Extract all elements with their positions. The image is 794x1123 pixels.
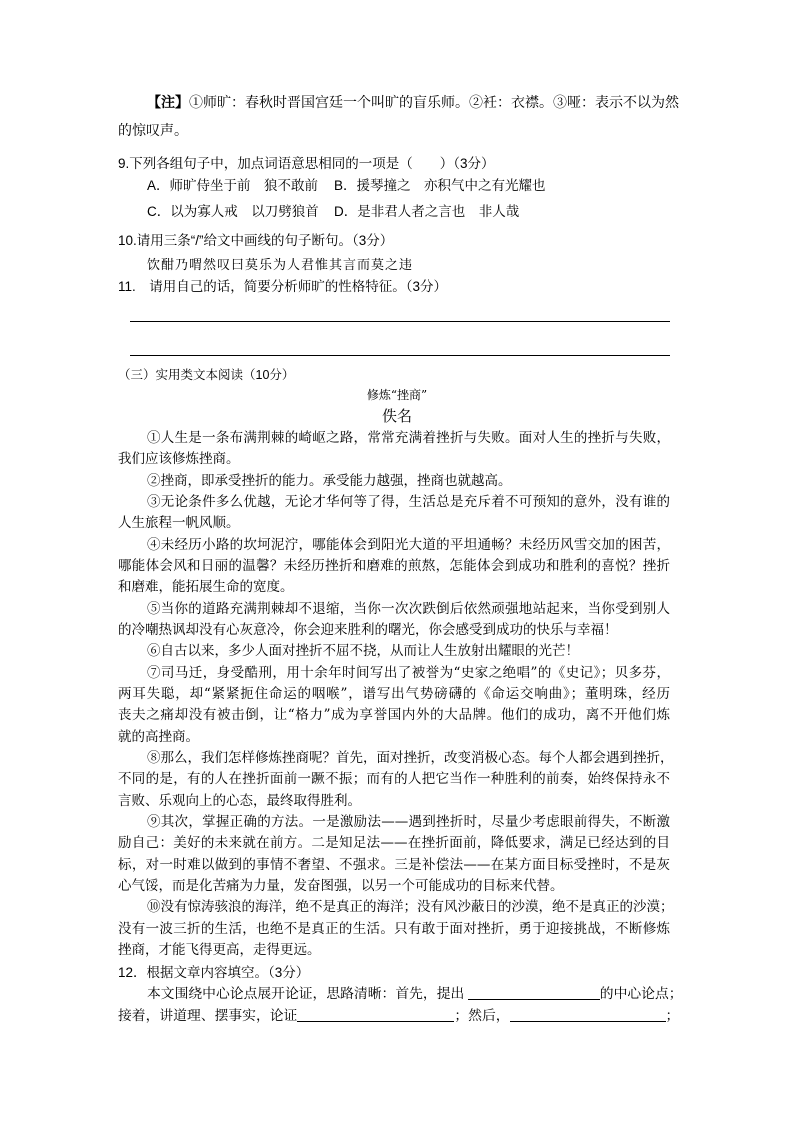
article-paragraph-6	[118, 641, 670, 662]
article-line: ③无论条件多么优越，无论才华何等了得，生活总是充斥着不可预知的意外，没有谁的	[147, 493, 670, 510]
option-b	[334, 176, 546, 196]
option-text: 援琴撞之 亦积气中之有光耀也	[356, 178, 546, 193]
question-10-stem: 10.请用三条“/”给文中画线的句子断句。（3分）	[118, 233, 394, 248]
article-line: 人生旅程一帆风顺。	[118, 515, 240, 532]
option-text: 以为寡人戒 以刀劈狼首	[170, 204, 319, 219]
article-line: ⑩没有惊涛骇浪的海洋，绝不是真正的海洋；没有风沙蔽日的沙漠，绝不是真正的沙漠；	[147, 899, 674, 916]
article-author: 佚名	[381, 407, 412, 425]
article-title: 修炼“挫商”	[366, 388, 428, 402]
article-line: ②挫商，即承受挫折的能力。承受能力越强，挫商也就越高。	[147, 472, 512, 489]
option-d	[334, 202, 519, 222]
article-line: 丧夫之痛却没有被击倒，让“格力”成为享誉国内外的大品牌。他们的成功，离不开他们炼	[118, 707, 670, 724]
option-label: D．	[334, 204, 358, 219]
option-text: 师旷侍坐于前 狼不敢前	[169, 178, 319, 193]
question-9-options-row-1	[147, 176, 546, 196]
option-text: 是非君人者之言也 非人哉	[357, 204, 520, 219]
article-line: ⑤当你的道路充满荆棘却不退缩，当你一次次跌倒后依然顽强地站起来，当你受到别人	[147, 600, 670, 617]
answer-line-2	[130, 355, 670, 356]
article-line: 心气馁，而是化苦痛为力量，发奋图强，以另一个可能成功的目标来代替。	[118, 877, 564, 894]
option-a	[147, 176, 334, 196]
article-line: ⑧那么，我们怎样修炼挫商呢？首先，面对挫折，改变消极心态。每个人都会遇到挫折，	[147, 749, 674, 766]
question-12-line-1	[147, 983, 683, 1004]
option-label: A．	[147, 178, 170, 193]
article-line: ⑥自古以来，多少人面对挫折不屈不挠，从而让人生放射出耀眼的光芒！	[147, 643, 579, 660]
question-12-stem: 12．根据文章内容填空。（3分）	[118, 965, 310, 980]
article-line: 标，对一时难以做到的事情不奢望、不强求。三是补偿法——在某方面目标受挫时，不是灰	[118, 856, 670, 873]
article-paragraph-7	[118, 663, 670, 748]
question-12-text: ；然后，	[454, 1008, 510, 1023]
article-paragraph-9	[118, 812, 670, 897]
article-line: 不同的是，有的人在挫折面前一蹶不振；而有的人把它当作一种胜利的前奏，始终保持永不	[118, 771, 670, 788]
option-label: B．	[334, 178, 357, 193]
article-body	[118, 428, 674, 961]
question-12-text: ；	[665, 1008, 680, 1023]
article-line: 两耳失聪，却“紧紧扼住命运的咽喉”，谱写出气势磅礴的《命运交响曲》；董明珠，经历	[118, 685, 670, 702]
option-label: C．	[147, 204, 171, 219]
article-paragraph-3	[118, 492, 670, 535]
article-paragraph-8	[118, 748, 674, 812]
article-paragraph-10	[118, 897, 674, 961]
article-line: 挫商，才能飞得更高，走得更远。	[118, 941, 321, 958]
question-10-sentence: 饮酣乃喟然叹曰莫乐为人君惟其言而莫之违	[147, 258, 414, 273]
article-line: 和磨难，能拓展生命的宽度。	[118, 579, 294, 596]
article-paragraph-1	[118, 428, 670, 471]
article-paragraph-5	[118, 599, 670, 642]
article-line: 我们应该修炼挫商。	[118, 451, 240, 468]
question-9-stem: 9.下列各组句子中，加点词语意思相同的一项是（ ）（3分）	[118, 156, 495, 171]
article-line: 言败、乐观向上的心态，最终取得胜利。	[118, 792, 361, 809]
option-c	[147, 202, 334, 222]
article-paragraph-2	[118, 471, 670, 492]
answer-blank-2	[297, 1007, 454, 1022]
article-line: 哪能体会风和日丽的温馨？未经历挫折和磨难的煎熬，怎能体会到成功和胜利的喜悦？挫折	[118, 557, 670, 574]
answer-blank-3	[510, 1007, 666, 1022]
answer-blank-1	[468, 985, 600, 1000]
question-12-line-2	[118, 1005, 679, 1026]
article-line: 的冷嘲热讽却没有心灰意冷，你会迎来胜利的曙光，你会感受到成功的快乐与幸福！	[118, 621, 618, 638]
notes-line-1	[147, 93, 679, 113]
article-line: 就的高挫商。	[118, 728, 199, 745]
notes-line-2: 的惊叹声。	[118, 123, 188, 139]
question-12-text: 的中心论点；	[599, 986, 683, 1001]
question-12-text: 本文围绕中心论点展开论证，思路清晰：首先，提出	[147, 986, 465, 1001]
article-line: 没有一波三折的生活，也绝不是真正的生活。只有敢于面对挫折，勇于迎接挑战，不断修炼	[118, 920, 670, 937]
article-paragraph-4	[118, 535, 670, 599]
article-line: ①人生是一条布满荆棘的崎岖之路，常常充满着挫折与失败。面对人生的挫折与失败，	[147, 430, 670, 446]
notes-label: 【注】	[147, 95, 189, 111]
article-line: ④未经历小路的坎坷泥泞，哪能体会到阳光大道的平坦通畅？未经历风雪交加的困苦，	[147, 536, 670, 553]
article-line: 励自己：美好的未来就在前方。二是知足法——在挫折面前，降低要求，满足已经达到的目	[118, 835, 670, 852]
article-line: ⑦司马迁，身受酷刑，用十余年时间写出了被誉为“史家之绝唱”的《史记》；贝多芬，	[147, 664, 670, 681]
article-line: ⑨其次，掌握正确的方法。一是激励法——遇到挫折时，尽量少考虑眼前得失，不断激	[147, 813, 670, 830]
answer-line-1	[130, 321, 670, 322]
question-11-stem: 11. 请用自己的话，简要分析师旷的性格特征。（3分）	[118, 279, 448, 294]
notes-text-1: ①师旷：春秋时晋国宫廷一个叫旷的盲乐师。②衽：衣襟。③哑：表示不以为然	[189, 95, 679, 111]
question-12-text: 接着，讲道理、摆事实，论证	[118, 1008, 298, 1023]
question-9-options-row-2	[147, 202, 519, 222]
section-heading: （三）实用类文本阅读（10分）	[118, 368, 295, 382]
